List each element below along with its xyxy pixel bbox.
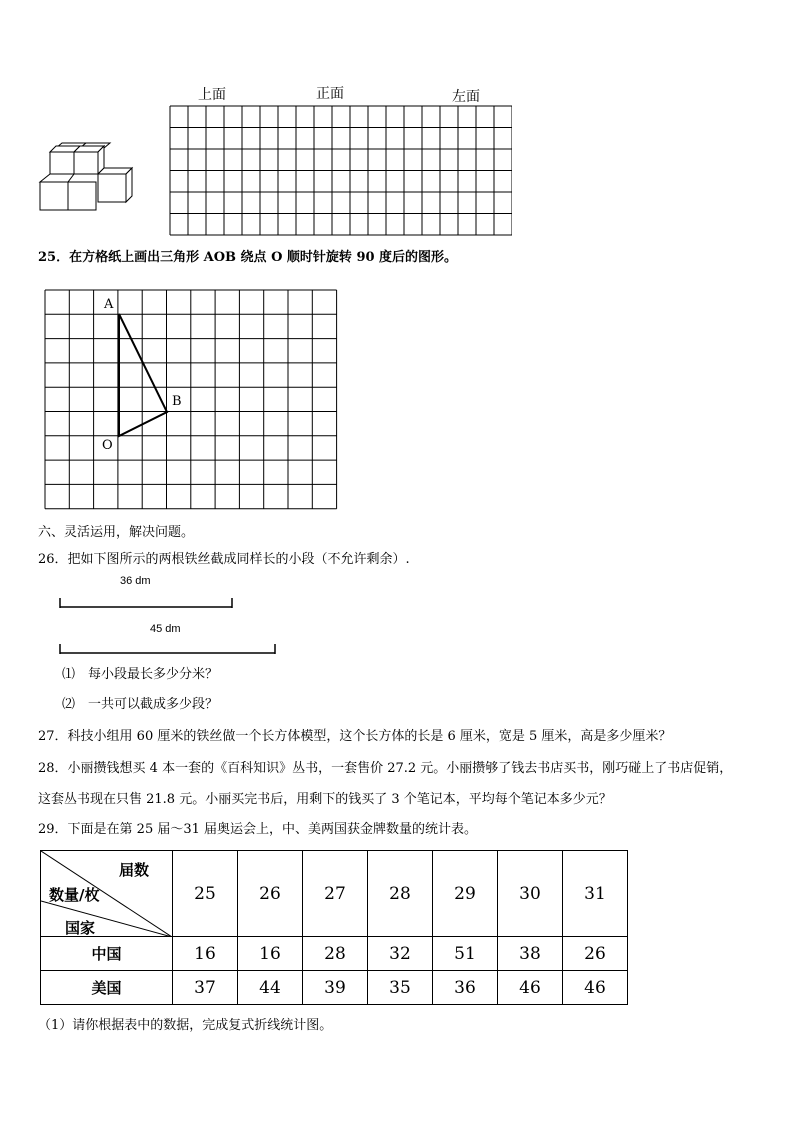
value-cell: 16 [173,937,238,971]
value-cell: 38 [498,937,563,971]
section-6-heading: 六、灵活运用，解决问题。 [38,525,195,540]
country-cell: 中国 [41,937,173,971]
session-cell: 28 [368,851,433,937]
session-cell: 29 [433,851,498,937]
question-26-sub-1: ⑴ 每小段最长多少分米？ [62,667,219,682]
value-cell: 36 [433,971,498,1005]
question-28-line-1: 28．小丽攒钱想买 4 本一套的《百科知识》丛书，一套售价 27.2 元。小丽攒够了钱去书店买书，刚巧碰上了书店促销， [38,761,733,776]
wire-2-length: 45 dm [150,623,181,635]
question-27-text: 27．科技小组用 60 厘米的铁丝做一个长方体模型，这个长方体的长是 6 厘米，宽是 5 厘米，高是多少厘米？ [38,729,672,744]
header-country-label: 国家 [65,919,96,937]
country-cell: 美国 [41,971,173,1005]
view-label-left: 左面 [452,89,480,105]
wire-1-segment [58,597,234,609]
session-cell: 25 [173,851,238,937]
rotation-grid [44,288,340,510]
session-cell: 27 [303,851,368,937]
value-cell: 26 [563,937,628,971]
triangle-aob [119,314,167,436]
session-cell: 31 [563,851,628,937]
value-cell: 32 [368,937,433,971]
gold-medal-table [40,850,628,1005]
value-cell: 35 [368,971,433,1005]
wire-2-segment [58,643,278,655]
value-cell: 46 [498,971,563,1005]
session-cell: 26 [238,851,303,937]
value-cell: 39 [303,971,368,1005]
question-26-text: 26．把如下图所示的两根铁丝截成同样长的小段（不允许剩余）. [38,552,410,567]
table-row-usa [41,971,628,1005]
point-label-o: O [102,438,113,453]
value-cell: 44 [238,971,303,1005]
point-label-a: A [104,297,114,312]
value-cell: 37 [173,971,238,1005]
question-26-sub-2: ⑵ 一共可以截成多少段？ [62,697,219,712]
question-29-sub-1: （1）请你根据表中的数据，完成复式折线统计图。 [38,1018,333,1033]
question-28-line-2: 这套丛书现在只售 21.8 元。小丽买完书后，用剩下的钱买了 3 个笔记本，平均每个笔记本多少元？ [38,792,612,807]
cube-stack-figure [36,140,136,216]
question-25-text: 25．在方格纸上画出三角形 AOB 绕点 O 顺时针旋转 90 度后的图形。 [38,250,458,265]
value-cell: 16 [238,937,303,971]
view-label-front: 正面 [316,86,344,102]
view-label-top: 上面 [198,87,226,103]
table-row-china [41,937,628,971]
drawing-grid-views [169,105,512,237]
table-diagonal-header [41,851,173,937]
value-cell: 51 [433,937,498,971]
point-label-b: B [172,394,182,409]
header-sessions-label: 届数 [119,861,150,879]
question-29-text: 29．下面是在第 25 届～31 届奥运会上，中、美两国获金牌数量的统计表。 [38,822,478,837]
value-cell: 28 [303,937,368,971]
header-quantity-label: 数量/枚 [49,886,100,904]
value-cell: 46 [563,971,628,1005]
wire-1-length: 36 dm [120,575,151,587]
session-cell: 30 [498,851,563,937]
